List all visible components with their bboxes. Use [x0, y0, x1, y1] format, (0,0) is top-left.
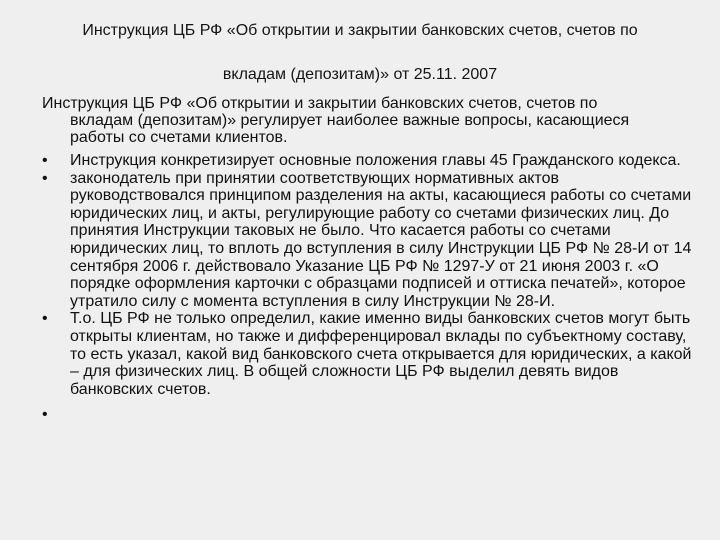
- list-item: [42, 170, 692, 311]
- bullet-icon: •: [42, 406, 48, 424]
- list-item-text: законодатель при принятии соответствующих нормативных актов руководствовался принципом разделения на акты, касающиеся работы со счетами юридических лиц, и акты, регулирующие работу со счетами физических лиц. До принятия Инструкции таковых не было. Что касается работы со счетами юридических лиц, то вплоть до вступления в силу Инструкции ЦБ РФ № 28-И от 14 сентября 2006 г. действовало Указание ЦБ РФ № 1297-У от 21 июня 2003 г. «О порядке оформления карточки с образцами подписей и оттиска печатей», которое утратило силу с момента вступления в силу Инструкции № 28-И.: [70, 169, 692, 310]
- list-item: [42, 310, 692, 398]
- bullet-icon: •: [42, 152, 48, 169]
- list-item-text: Инструкция конкретизирует основные положения главы 45 Гражданского кодекса.: [70, 152, 681, 169]
- title-line-2: вкладам (депозитам)» от 25.11. 2007: [222, 66, 498, 83]
- bullet-icon: •: [42, 310, 48, 328]
- intro-first-line: Инструкция ЦБ РФ «Об открытии и закрытии банковских счетов, счетов по: [42, 95, 598, 112]
- list-item: [42, 152, 692, 170]
- bullet-icon: •: [42, 169, 48, 187]
- intro-rest: вкладам (депозитам)» регулирует наиболее важные вопросы, касающиеся работы со счетами клиентов.: [70, 112, 630, 146]
- bullet-list: [42, 152, 692, 424]
- intro-paragraph: [42, 95, 682, 146]
- title-line-1: Инструкция ЦБ РФ «Об открытии и закрытии банковских счетов, счетов по: [82, 22, 638, 39]
- list-item-text: Т.о. ЦБ РФ не только определил, какие именно виды банковских счетов могут быть открыты клиентам, но также и дифференцировал вклады по субъектному составу, то есть указал, какой вид банковского счета открывается для юридических, а какой – для физических лиц. В общей сложности ЦБ РФ выделил девять видов банковских счетов.: [70, 310, 692, 398]
